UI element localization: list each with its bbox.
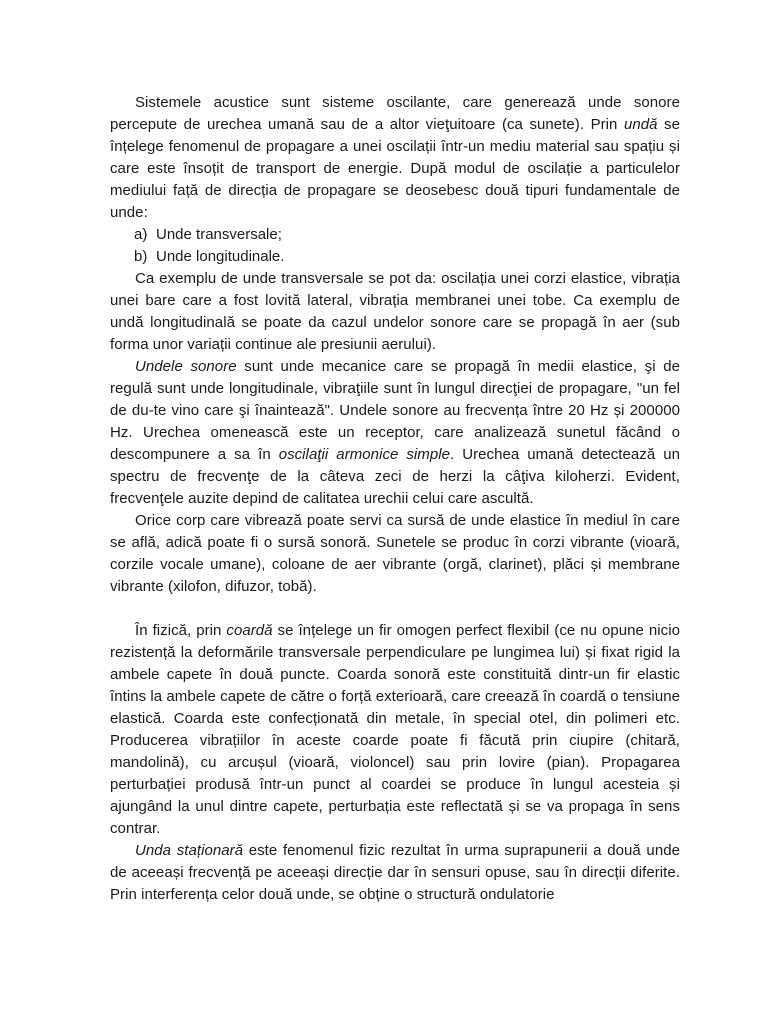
list-item-text: Unde longitudinale. bbox=[156, 248, 285, 265]
text-run: este fenomenul fizic rezultat în urma suprapunerii a două unde de aceeași frecvență pe aceeași direcție dar în sensuri opuse, sau în direcții diferite. Prin interferența celor două unde, se obține o structură ondulatorie bbox=[110, 842, 680, 903]
paragraph-sound-sources: Orice corp care vibrează poate servi ca sursă de unde elastice în mediul în care se află, adică poate fi o sursă sonoră. Sunetele se produc în corzi vibrante (vioară, corzile vocale umane), coloane de aer vibrante (orgă, clarinet), plăci și membrane vibrante (xilofon, difuzor, tobă). bbox=[110, 512, 680, 595]
list-item-text: Unde transversale; bbox=[156, 226, 282, 243]
list-marker: a) bbox=[134, 226, 148, 243]
term-coarda: coardă bbox=[226, 622, 273, 639]
term-undele-sonore: Undele sonore bbox=[135, 358, 237, 375]
paragraph-sound-waves bbox=[110, 356, 680, 510]
term-oscilatii-armonice: oscilaţii armonice simple bbox=[278, 446, 451, 463]
text-run: . Urechea umană detectează un spectru de frecvenţe de la câteva zeci de herzi la câţiva kiloherzi. Evident, frecvenţele auzite depind de calitatea urechii celui care ascultă. bbox=[110, 446, 680, 507]
text-run: se înțelege fenomenul de propagare a unei oscilații într-un mediu material sau spațiu și care este însoțit de transport de energie. După modul de oscilație a particulelor mediului față de direcția de propagare se deosebesc două tipuri fundamentale de unde: bbox=[110, 116, 680, 221]
paragraph-acoustic-systems bbox=[110, 92, 680, 224]
list-marker: b) bbox=[134, 248, 148, 265]
paragraph-wave-examples: Ca exemplu de unde transversale se pot da: oscilația unei corzi elastice, vibrația unei bare care a fost lovită lateral, vibrația membranei unei tobe. Ca exemplu de undă longitudinală se poate da cazul undelor sonore care se propagă în aer (sub forma unor variații continue ale presiunii aerului). bbox=[110, 270, 680, 353]
term-unda: undă bbox=[623, 116, 658, 133]
paragraph-standing-wave bbox=[110, 840, 680, 906]
text-run: În fizică, prin bbox=[135, 622, 227, 639]
list-item-longitudinal bbox=[110, 246, 680, 268]
paragraph-string bbox=[110, 620, 680, 840]
term-unda-stationara: Unda staționară bbox=[135, 842, 244, 859]
text-run: sunt unde mecanice care se propagă în medii elastice, şi de regulă sunt unde longitudinale, vibraţiile sunt în lungul direcţiei de propagare, "un fel de du-te vino care şi înaintează". Undele sonore au frecvența între 20 Hz și 200000 Hz. Urechea omenească este un receptor, care analizează sunetul făcând o descompunere a sa în bbox=[110, 358, 680, 463]
paragraph-spacer bbox=[110, 598, 680, 620]
text-run: Sistemele acustice sunt sisteme oscilante, care generează unde sonore percepute de urechea umană sau de a altor vieţuitoare (ca sunete). Prin bbox=[110, 94, 680, 133]
text-run: se înțelege un fir omogen perfect flexibil (ce nu opune nicio rezistență la deformările transversale perpendiculare pe lungimea lui) și fixat rigid la ambele capete în două puncte. Coarda sonoră este constituită dintr-un fir elastic întins la ambele capete de către o forță exterioară, care creează în coardă o tensiune elastică. Coarda este confecționată din metale, în special otel, din polimeri etc. Producerea vibrațiilor în aceste coarde poate fi făcută prin ciupire (chitară, mandolină), cu arcușul (vioară, violoncel) sau prin lovire (pian). Propagarea perturbației produsă într-un punct al coardei se produce în lungul acesteia și ajungând la unul dintre capete, perturbația este reflectată și se va propaga în sens contrar. bbox=[110, 622, 681, 837]
list-item-transversal bbox=[110, 224, 680, 246]
